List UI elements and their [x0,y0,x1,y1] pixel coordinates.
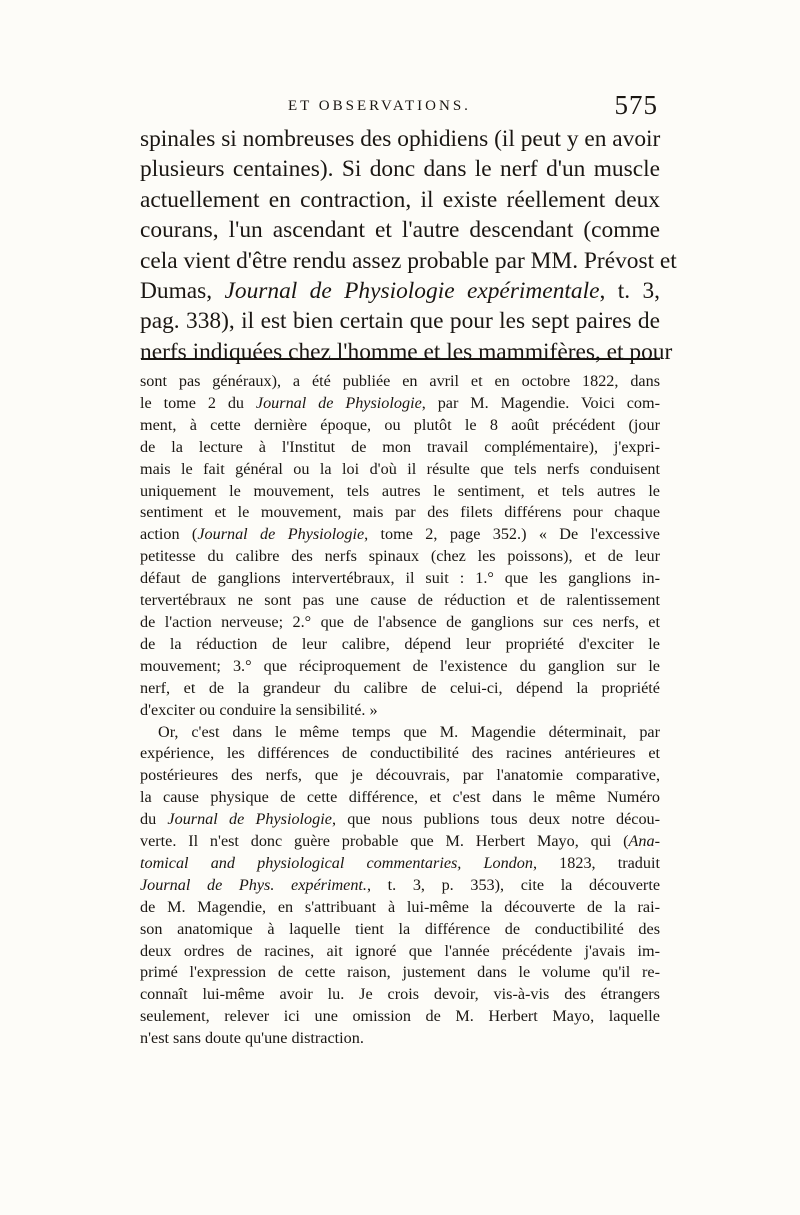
footnote-line: sont pas généraux), a été publiée en avril et en octobre 1822, dans [140,372,660,390]
page-number: 575 [614,90,658,120]
footnote-line: deux ordres de racines, ait ignoré que l'année précédente j'avais im- [140,941,660,960]
footnote-line: Or, c'est dans le même temps que M. Magendie déterminait, par [158,722,660,741]
footnote-separator-rule [141,358,660,360]
footnote-line: petitesse du calibre des nerfs spinaux (chez les poissons), et de leur [140,547,660,566]
footnote-line: postérieures des nerfs, que je découvrais, par l'anatomie comparative, [140,766,660,785]
footnote-line: connaît lui-même avoir lu. Je crois devoir, vis-à-vis des étrangers [140,985,660,1004]
main-text-line: plusieurs centaines). Si donc dans le nerf d'un muscle [140,156,660,183]
footnote-block [140,371,660,1050]
footnote-line: primé l'expression de cette raison, justement dans le volume qu'il re- [140,963,660,982]
running-head [140,92,660,122]
main-text-line: courans, l'un ascendant et l'autre descendant (comme [140,217,660,244]
footnote-line: tomical and physiological commentaries, London, 1823, traduit [140,853,660,872]
footnote-line: verte. Il n'est donc guère probable que M. Herbert Mayo, qui (Ana- [140,832,660,851]
footnote-line: d'exciter ou conduire la sensibilité. » [140,700,378,719]
footnote-line: nerf, et de la grandeur du calibre de celui-ci, dépend la propriété [140,678,660,697]
footnote-line: action (Journal de Physiologie, tome 2, page 352.) « De l'excessive [140,525,660,544]
footnote-line: n'est sans doute qu'une distraction. [140,1029,364,1048]
footnote-line: mais le fait général ou la loi d'où il résulte que tels nerfs conduisent [140,459,660,478]
footnote-line: de la lecture à l'Institut de mon travail complémentaire), j'expri- [140,437,660,456]
main-text-line: cela vient d'être rendu assez probable par MM. Prévost et [140,247,677,274]
main-text-line: nerfs indiquées chez l'homme et les mammifères, et pour [140,338,673,365]
main-text-line: spinales si nombreuses des ophidiens (il peut y en avoir [140,126,661,152]
main-text-line: actuellement en contraction, il existe réellement deux [140,186,660,213]
footnote-line: mouvement; 3.° que réciproquement de l'existence du ganglion sur le [140,656,660,675]
footnote-line: le tome 2 du Journal de Physiologie, par M. Magendie. Voici com- [140,393,660,412]
footnote-line: Journal de Phys. expériment., t. 3, p. 353), cite la découverte [140,875,660,894]
footnote-line: son anatomique à laquelle tient la différence de conductibilité des [140,919,660,938]
footnote-line: tervertébraux ne sont pas une cause de réduction et de ralentissement [140,591,660,610]
footnote-line: seulement, relever ici une omission de M. Herbert Mayo, laquelle [140,1007,660,1026]
footnote-line: de la réduction de leur calibre, dépend leur propriété d'exciter le [140,634,660,653]
footnote-line: du Journal de Physiologie, que nous publions tous deux notre décou- [140,810,661,829]
footnote-line: uniquement le mouvement, tels autres le sentiment, et tels autres le [140,481,660,500]
footnote-line: de M. Magendie, en s'attribuant à lui-même la découverte de la rai- [140,897,660,916]
footnote-line: de l'action nerveuse; 2.° que de l'absence de ganglions sur ces nerfs, et [140,612,660,631]
footnote-line: la cause physique de cette différence, et c'est dans le même Numéro [140,788,660,807]
footnote-line: expérience, les différences de conductibilité des racines antérieures et [140,744,660,763]
footnote-line: sentiment et le mouvement, mais par des filets différens pour chaque [140,503,660,522]
footnote-line: ment, à cette dernière époque, ou plutôt le 8 août précédent (jour [140,415,660,434]
running-title: ET OBSERVATIONS. [288,98,471,114]
footnote-line: défaut de ganglions intervertébraux, il suit : 1.° que les ganglions in- [140,569,660,588]
main-text-line: pag. 338), il est bien certain que pour les sept paires de [140,308,660,335]
main-text-block [140,124,677,367]
main-text-line: Dumas, Journal de Physiologie expérimentale, t. 3, [140,278,660,305]
